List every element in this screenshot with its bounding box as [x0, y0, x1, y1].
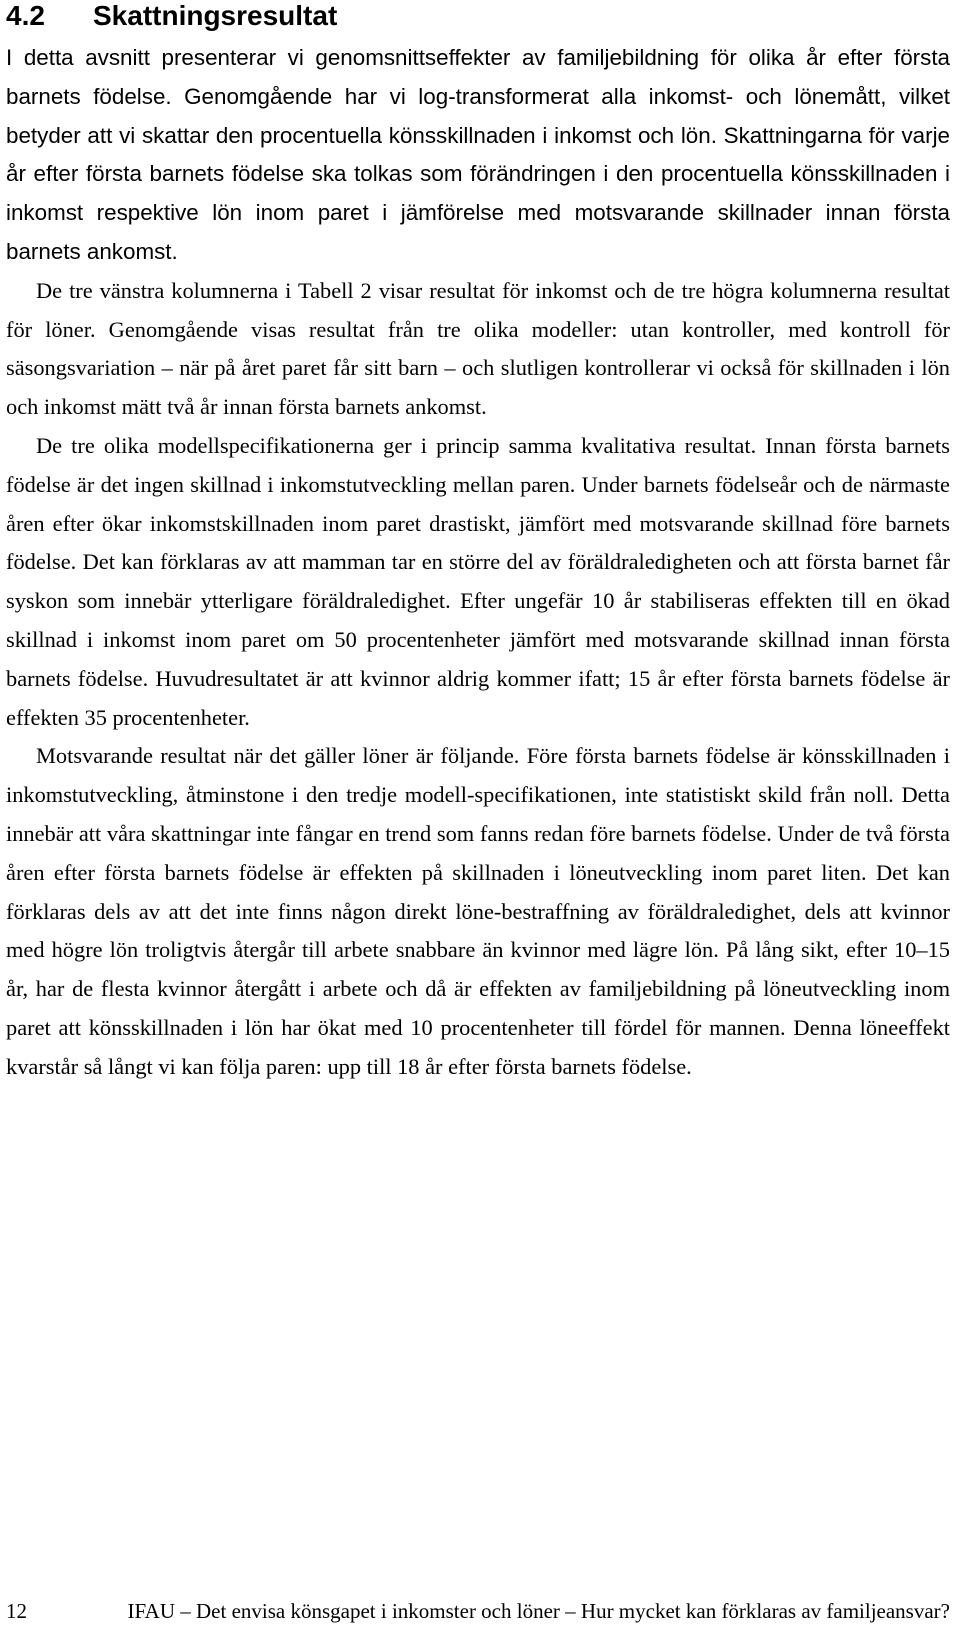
body-text: [6, 39, 950, 1087]
page-number: 12: [6, 1599, 27, 1623]
section-number: 4.2: [6, 0, 45, 31]
section-title: Skattningsresultat: [93, 0, 338, 31]
paragraph-1: [6, 39, 950, 272]
page-footer: [6, 1593, 950, 1629]
section-heading: [6, 0, 337, 32]
paragraph-3: De tre olika modellspecifikationerna ger i princip samma kvalitativa resultat. Innan första barnets födelse är det ingen skillnad i inkomstutveckling mellan paren. Under barnets födelseår och de närmaste åren efter ökar inkomstskillnaden inom paret drastiskt, jämfört med motsvarande skillnad före barnets födelse. Det kan förklaras av att mamman tar en större del av föräldraledigheten och att första barnet får syskon som innebär ytterligare föräldraledighet. Efter ungefär 10 år stabiliseras effekten till en ökad skillnad i inkomst inom paret om 50 procentenheter jämfört med motsvarande skillnad innan första barnets födelse. Huvudresultatet är att kvinnor aldrig kommer ifatt; 15 år efter första barnets födelse är effekten 35 procentenheter.: [6, 432, 950, 730]
paragraph-4: Motsvarande resultat när det gäller löner är följande. Före första barnets födelse är könsskillnaden i inkomstutveckling, åtminstone i den tredje modell-specifikationen, inte statistiskt skild från noll. Detta innebär att våra skattningar inte fångar en trend som fanns redan före barnets födelse. Under de två första åren efter första barnets födelse är effekten på skillnaden i löneutveckling inom paret liten. Det kan förklaras dels av att det inte finns någon direkt löne-bestraffning av föräldraledighet, dels att kvinnor med högre lön troligtvis återgår till arbete snabbare än kvinnor med lägre lön. På lång sikt, efter 10–15 år, har de flesta kvinnor återgått i arbete och då är effekten av familjebildning på löneutveckling inom paret att könsskillnaden i lön har ökat med 10 procentenheter till fördel för mannen. Denna löneeffekt kvarstår så långt vi kan följa paren: upp till 18 år efter första barnets födelse.: [6, 743, 950, 1079]
paragraph-1-text: I detta avsnitt presenterar vi genomsnittseffekter av familjebildning för olika år efter första barnets födelse. Genomgående har vi log-transformerat alla inkomst- och lönemått, vilket betyder att vi skattar den procentuella könsskillnaden i inkomst och lön. Skattningarna för varje år efter första barnets födelse ska tolkas som förändringen i den procentuella könsskillnaden i inkomst respektive lön inom paret i jämförelse med motsvarande skillnader innan första barnets ankomst.: [6, 45, 950, 264]
running-title: IFAU – Det envisa könsgapet i inkomster och löner – Hur mycket kan förklaras av familjeansvar?: [127, 1599, 950, 1623]
paragraph-2: De tre vänstra kolumnerna i Tabell 2 visar resultat för inkomst och de tre högra kolumnerna resultat för löner. Genomgående visas resultat från tre olika modeller: utan kontroller, med kontroll för säsongsvariation – när på året paret får sitt barn – och slutligen kontrollerar vi också för skillnaden i lön och inkomst mätt två år innan första barnets ankomst.: [6, 277, 950, 420]
